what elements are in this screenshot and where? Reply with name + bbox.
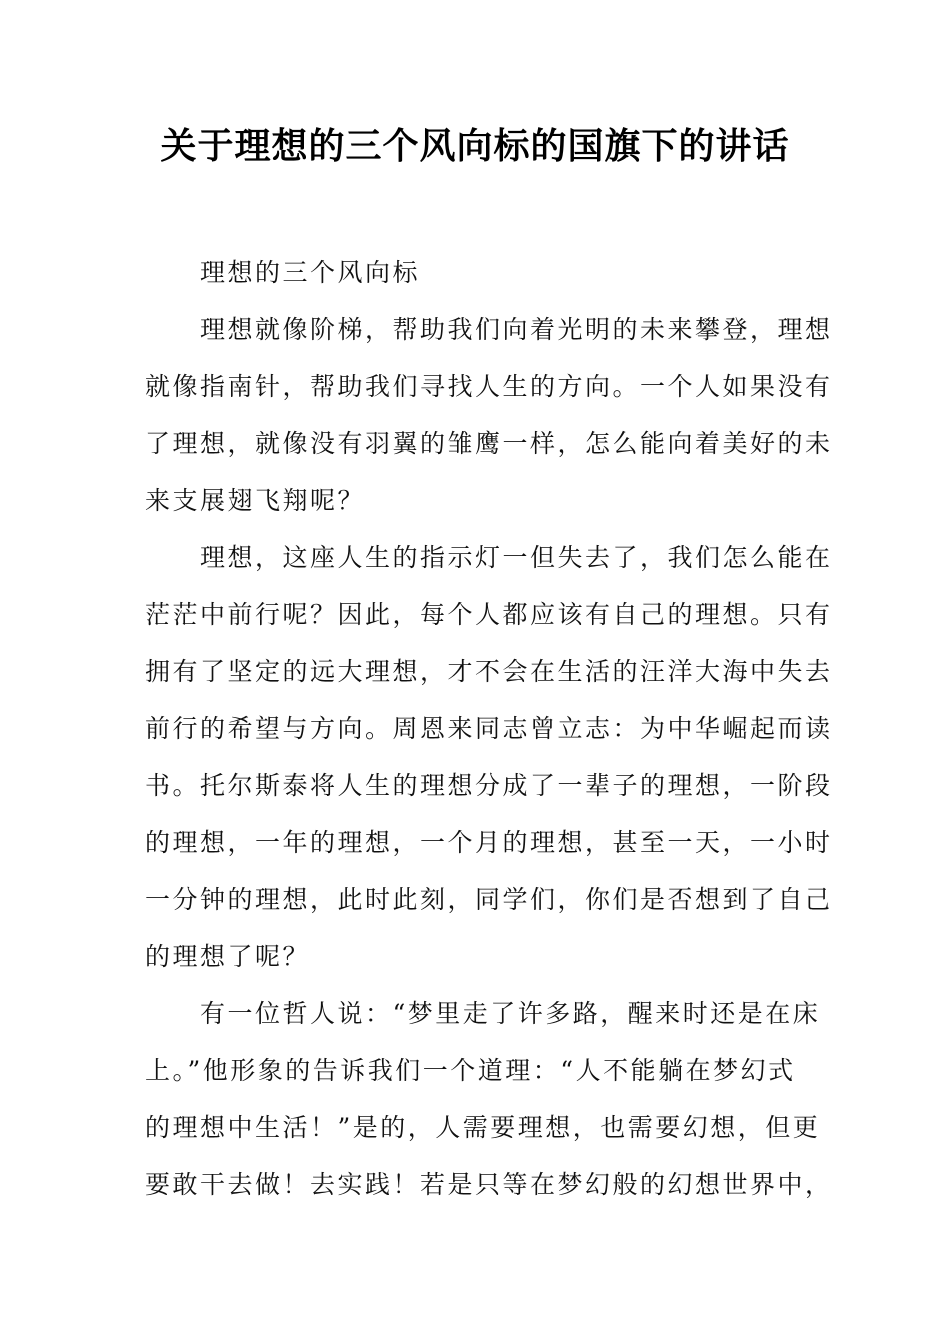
paragraph-line: 理想就像阶梯，帮助我们向着光明的未来攀登，理想 (200, 315, 833, 344)
paragraph-line: 要敢干去做！去实践！若是只等在梦幻般的幻想世界中， (145, 1170, 833, 1199)
subheading: 理想的三个风向标 (200, 258, 421, 287)
paragraph-line: 的理想中生活！”是的，人需要理想，也需要幻想，但更 (145, 1113, 821, 1142)
paragraph-line: 就像指南针，帮助我们寻找人生的方向。一个人如果没有 (145, 372, 833, 401)
paragraphs (145, 301, 833, 1213)
document-title: 关于理想的三个风向标的国旗下的讲话 (160, 125, 790, 167)
paragraph-line: 的理想了呢？ (145, 942, 311, 971)
paragraph (145, 301, 833, 529)
paragraph-line: 前行的希望与方向。周恩来同志曾立志：为中华崛起而读 (145, 714, 833, 743)
paragraph-line: 一分钟的理想，此时此刻，同学们，你们是否想到了自己 (145, 885, 833, 914)
paragraph-line: 上。”他形象的告诉我们一个道理：“人不能躺在梦幻式 (145, 1056, 796, 1085)
paragraph-line: 理想，这座人生的指示灯一但失去了，我们怎么能在 (200, 543, 833, 572)
paragraph-line: 拥有了坚定的远大理想，才不会在生活的汪洋大海中失去 (145, 657, 833, 686)
paragraph-line: 书。托尔斯泰将人生的理想分成了一辈子的理想，一阶段 (145, 771, 833, 800)
paragraph-line: 有一位哲人说：“梦里走了许多路，醒来时还是在床 (200, 999, 821, 1028)
paragraph-line: 了理想，就像没有羽翼的雏鹰一样，怎么能向着美好的未 (145, 429, 833, 458)
paragraph (145, 529, 833, 985)
document-body (145, 244, 833, 1213)
paragraph (145, 985, 833, 1213)
paragraph-line: 来支展翅飞翔呢？ (145, 486, 366, 515)
paragraph-line: 茫茫中前行呢？因此，每个人都应该有自己的理想。只有 (145, 600, 833, 629)
paragraph-line: 的理想，一年的理想，一个月的理想，甚至一天，一小时 (145, 828, 833, 857)
